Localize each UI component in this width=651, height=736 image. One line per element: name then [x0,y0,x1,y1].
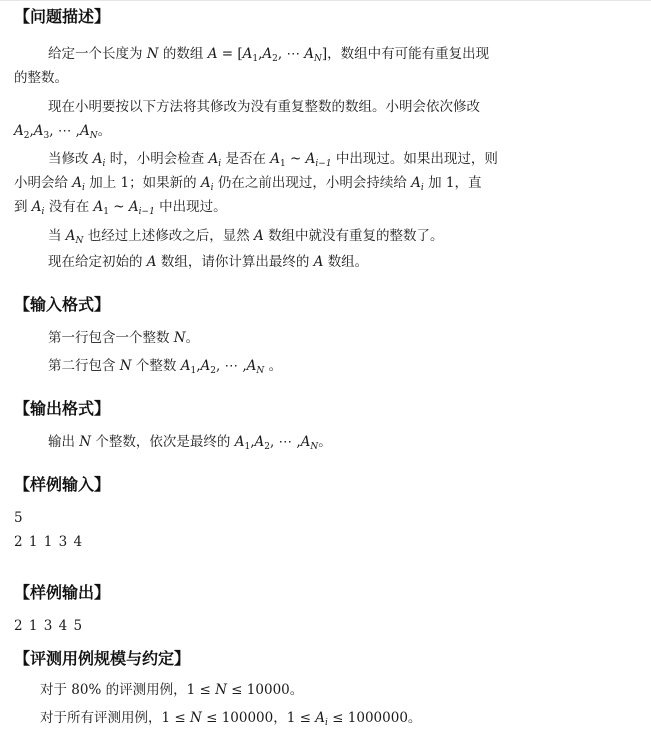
text: 给定一个长度为 [48,46,143,62]
text: 到 [14,199,28,215]
subscript: 1 [190,366,197,376]
output-line-1 [48,430,332,454]
text: 也经过上述修改之后，显然 [87,228,250,244]
constraint-line-1 [40,678,303,702]
math-N: N [146,46,159,62]
math-A: A [79,123,90,139]
text: 加 1，直 [428,175,482,191]
subscript: 2 [264,442,270,452]
subscript: i [324,718,328,728]
math-A: A [254,228,264,244]
subscript: 2 [272,54,278,64]
math-op: ≤ [201,710,222,726]
subscript: i [218,159,222,169]
text: 对于所有评测用例， [40,710,162,726]
math-A: A [207,46,218,62]
section-title-sample-output: 【样例输出】 [14,583,111,602]
math-A: A [246,358,257,374]
desc-line-3: 现在小明要按以下方法将其修改为没有重复整数的数组。小明会依次修改 [48,99,480,115]
subscript: i [420,183,424,193]
math-A: A [65,228,76,244]
math-A: A [31,199,42,215]
math-op: , ⋯ [277,46,305,62]
math-A: A [254,434,265,450]
math-A: A [208,151,219,167]
subscript: 2 [23,131,30,141]
text: 第一行包含一个整数 [48,330,170,346]
math-A: A [128,199,139,215]
math-A: A [305,151,316,167]
subscript: N [89,131,98,141]
section-title-sample-input: 【样例输入】 [14,475,111,494]
subscript: i−1 [138,207,155,217]
math-N: N [215,682,227,698]
subscript: N [75,236,84,246]
text: 小明会给 [14,175,68,191]
desc-line-5 [48,147,498,171]
text: 。 [268,358,283,374]
subscript: i−1 [315,159,332,169]
math-A: A [72,175,83,191]
math-op: , ⋯ [215,358,243,374]
math-A: A [304,46,315,62]
text: 。 [407,710,422,726]
section-title-description: 【问题描述】 [14,7,111,26]
math-op: = [ [217,46,243,62]
math-op: , [242,358,247,374]
math-op: 1 ≤ [161,710,190,726]
text: 数组。 [327,254,369,270]
text: 中出现过。如果出现过，则 [335,151,498,167]
text: 仍在之前出现过，小明会持续给 [217,175,407,191]
math-N: N [189,710,202,726]
math-A: A [180,358,191,374]
subscript: i [82,183,85,193]
math-op: , [196,358,201,374]
text: ， [273,710,287,726]
math-A: A [234,434,245,450]
subscript: 2 [210,366,216,376]
desc-line-2: 的整数。 [14,70,68,86]
math-number: 1000000 [347,710,408,726]
text: 中出现过。 [159,199,227,215]
subscript: 1 [252,54,259,64]
math-N: N [173,330,186,346]
text: 个整数 [135,358,177,374]
math-A: A [92,151,103,167]
math-op: , [29,123,34,139]
section-title-constraints: 【评测用例规模与约定】 [14,649,191,668]
math-op: , ⋯ [269,434,297,450]
desc-line-4: $A_2,A_3$, ⋯ $,A_N$。 [14,123,112,141]
text: 。 [289,682,304,698]
input-line-1 [48,326,199,350]
text: 对于 80% 的评测用例， [40,682,187,698]
text: 当修改 [48,151,89,167]
desc-line-1 [48,42,489,66]
math-op: ] [321,46,328,62]
text: 数组中就没有重复的整数了。 [268,228,444,244]
math-A: A [315,710,325,726]
text: 时，小明会检查 [109,151,205,167]
math-A: A [200,358,211,374]
text: 数组，请你计算出最终的 [160,254,310,270]
desc-line-6 [14,171,481,195]
section-title-input: 【输入格式】 [14,295,111,314]
desc-line-8 [48,224,444,248]
subscript: N [314,54,322,64]
text: 现在给定初始的 [48,254,143,270]
math-A: A [33,123,44,139]
math-op: ≤ [327,710,348,726]
math-op: , ⋯ [49,123,76,139]
subscript: 1 [280,159,286,169]
math-op: , [75,123,80,139]
subscript: i [102,159,106,169]
subscript: i [41,207,45,217]
desc-line-7 [14,195,227,219]
text: 的数组 [162,46,204,62]
subscript: 1 [244,442,251,452]
text: ，数组中有可能有重复出现 [327,46,490,62]
sample-input-line-2: 2 1 1 3 4 [14,534,84,550]
text: 当 [48,228,62,244]
math-A: A [270,151,281,167]
input-line-2 [48,354,282,378]
math-N: N [119,358,132,374]
math-number: 10000 [246,682,290,698]
subscript: N [310,442,319,452]
math-A: A [93,199,104,215]
math-op: , [258,46,263,62]
math-A: A [411,175,421,191]
math-number: 100000 [221,710,274,726]
math-A: A [300,434,311,450]
math-A: A [200,175,211,191]
text: 加上 1；如果新的 [89,175,197,191]
math-op: , [296,434,301,450]
math-op: ≤ [226,682,247,698]
math-A: A [313,254,324,270]
text: 。 [185,330,200,346]
math-A: A [146,254,157,270]
subscript: 1 [103,207,110,217]
subscript: N [256,366,265,376]
text: 个整数，依次是最终的 [95,434,231,450]
subscript: i [210,183,214,193]
math-A: A [242,46,253,62]
text: 没有在 [48,199,90,215]
text: 是否在 [225,151,266,167]
section-title-output: 【输出格式】 [14,399,111,418]
math-op: ~ [109,199,129,215]
constraint-line-2 [40,706,421,730]
math-op: 1 ≤ [186,682,216,698]
text: 输出 [48,434,75,450]
math-op: 1 ≤ [286,710,316,726]
math-op: ~ [285,151,306,167]
text: 第二行包含 [48,358,116,374]
math-op: , [250,434,255,450]
desc-line-9 [48,250,368,274]
text: 。 [97,123,112,139]
top-divider [0,0,651,1]
sample-output-line-1: 2 1 3 4 5 [14,618,84,634]
math-N: N [79,434,92,450]
sample-input-line-1: 5 [14,510,24,526]
text: 。 [318,434,332,450]
math-A: A [14,123,24,139]
math-A: A [262,46,273,62]
